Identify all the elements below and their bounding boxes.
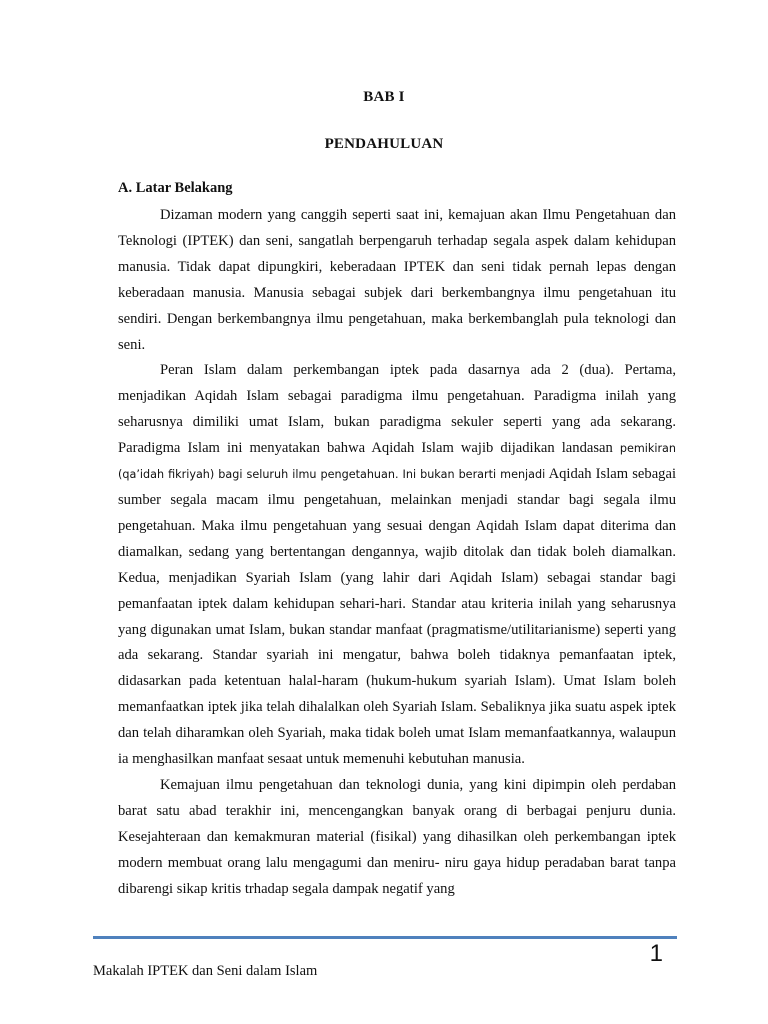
paragraph-2 [118,358,676,773]
chapter-title: PENDAHULUAN [324,136,444,152]
paragraph-3: Kemajuan ilmu pengetahuan dan teknologi dunia, yang kini dipimpin oleh perdaban barat satu abad terakhir ini, mencengangkan banyak orang di berbagai penjuru dunia. Kesejahteraan dan kemakmuran material (fisikal) yang dihasilkan oleh perkembangan iptek modern membuat orang lalu mengagumi dan meniru- niru gaya hidup peradaban barat tanpa dibarengi sikap kritis trhadap segala dampak negatif yang [118,776,676,897]
chapter-number: BAB I [363,89,405,105]
page-number: 1 [649,940,663,967]
paragraph-2-part-b: pemikiran (qa’idah fikriyah) bagi seluruh ilmu pengetahuan. Ini bukan berarti menjadi [118,442,676,482]
paragraph-1: Dizaman modern yang canggih seperti saat ini, kemajuan akan Ilmu Pengetahuan dan Teknologi (IPTEK) dan seni, sangatlah berpengaruh terhadap segala aspek dalam kehidupan manusia. Tidak dapat dipungkiri, keberadaan IPTEK dan seni tidak pernah lepas dengan keberadaan manusia. Manusia sebagai subjek dari berkembangnya ilmu pengetahuan itu sendiri. Dengan berkembangnya ilmu pengetahuan, maka berkembanglah pula teknologi dan seni. [118,207,676,353]
paragraph-2-part-a: Peran Islam dalam perkembangan iptek pada dasarnya ada 2 (dua). Pertama, menjadikan Aqidah Islam sebagai paradigma ilmu pengetahuan. Paradigma inilah yang seharusnya dimiliki umat Islam, bukan paradigma sekuler seperti yang ada sekarang. Paradigma Islam ini menyatakan bahwa Aqidah Islam wajib dijadikan landasan [118,362,676,457]
body-text [118,203,676,902]
footer-title: Makalah IPTEK dan Seni dalam Islam [93,963,318,979]
paragraph-2-part-c: Aqidah Islam sebagai sumber segala macam ilmu pengetahuan, melainkan menjadi standar bagi segala ilmu pengetahuan. Maka ilmu pengetahuan yang sesuai dengan Aqidah Islam dapat diterima dan diamalkan, sedang yang bertentangan dengannya, wajib ditolak dan tidak boleh diamalkan. Kedua, menjadikan Syariah Islam (yang lahir dari Aqidah Islam) sebagai standar bagi pemanfaatan iptek dalam kehidupan sehari-hari. Standar atau kriteria inilah yang seharusnya yang digunakan umat Islam, bukan standar manfaat (pragmatisme/utilitarianisme) seperti yang ada sekarang. Standar syariah ini mengatur, bahwa boleh tidaknya pemanfaatan iptek, didasarkan pada ketentuan halal-haram (hukum-hukum syariah Islam). Umat Islam boleh memanfaatkan iptek jika telah dihalalkan oleh Syariah Islam. Sebaliknya jika suatu aspek iptek dan telah diharamkan oleh Syariah, maka tidak boleh umat Islam memanfaatkannya, walaupun ia menghasilkan manfaat sesaat untuk memenuhi kebutuhan manusia. [118,466,676,768]
section-heading: A. Latar Belakang [118,180,233,196]
footer-rule [93,936,677,939]
